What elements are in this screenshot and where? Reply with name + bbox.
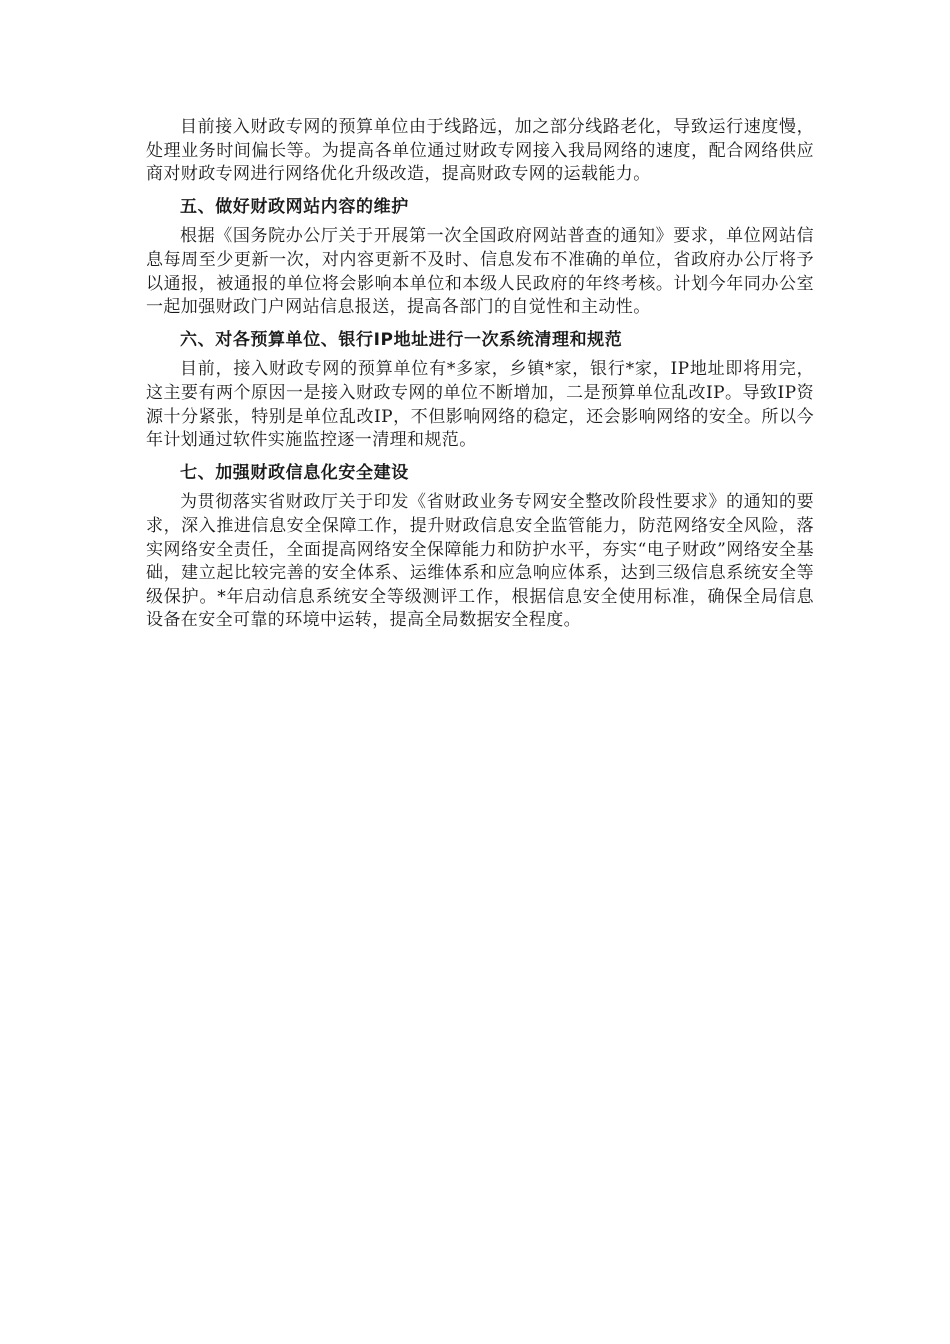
- paragraph-ip-cleanup: 目前，接入财政专网的预算单位有*多家，乡镇*家，银行*家，IP地址即将用完，这主要有两个原因一是接入财政专网的单位不断增加，二是预算单位乱改IP。导致IP资源十分紧张，特别是单位乱改IP，不但影响网络的稳定，还会影响网络的安全。所以今年计划通过软件实施监控逐一清理和规范。: [146, 359, 814, 451]
- paragraph-website-maintenance: 根据《国务院办公厅关于开展第一次全国政府网站普查的通知》要求，单位网站信息每周至少更新一次，对内容更新不及时、信息发布不准确的单位，省政府办公厅将予以通报，被通报的单位将会影响本单位和本级人民政府的年终考核。计划今年同办公室一起加强财政门户网站信息报送，提高各部门的自觉性和主动性。: [146, 226, 814, 318]
- heading-section-7: 七、加强财政信息化安全建设: [180, 462, 409, 483]
- paragraph-network-upgrade: 目前接入财政专网的预算单位由于线路远，加之部分线路老化，导致运行速度慢，处理业务时间偏长等。为提高各单位通过财政专网接入我局网络的速度，配合网络供应商对财政专网进行网络优化升级改造，提高财政专网的运载能力。: [146, 117, 814, 185]
- paragraph-security-construction: 为贯彻落实省财政厅关于印发《省财政业务专网安全整改阶段性要求》的通知的要求，深入推进信息安全保障工作，提升财政信息安全监管能力，防范网络安全风险，落实网络安全责任，全面提高网络安全保障能力和防护水平，夯实“电子财政”网络安全基础，建立起比较完善的安全体系、运维体系和应急响应体系，达到三级信息系统安全等级保护。*年启动信息系统安全等级测评工作，根据信息安全使用标准，确保全局信息设备在安全可靠的环境中运转，提高全局数据安全程度。: [146, 492, 814, 631]
- heading-section-6: 六、对各预算单位、银行IP地址进行一次系统清理和规范: [180, 329, 623, 350]
- document-body: [146, 116, 814, 633]
- heading-section-5: 五、做好财政网站内容的维护: [180, 196, 409, 217]
